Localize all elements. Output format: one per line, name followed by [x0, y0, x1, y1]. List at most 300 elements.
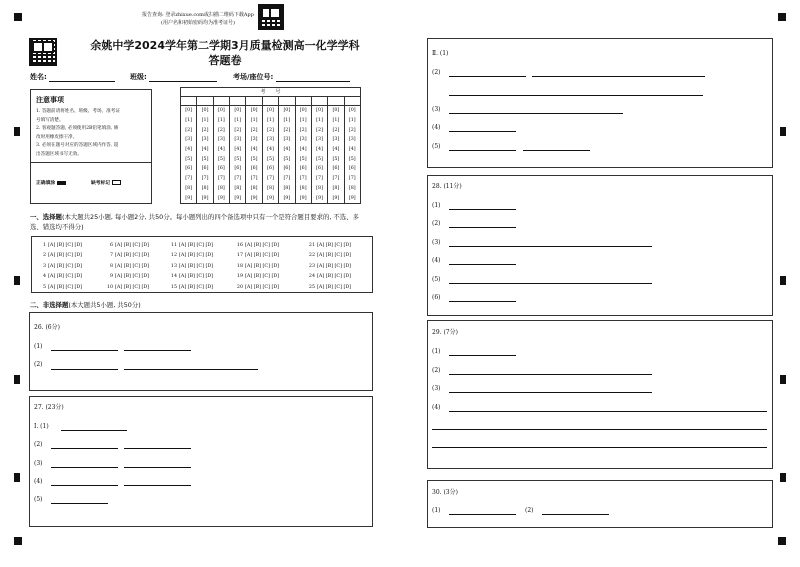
- mc-options[interactable]: [A] [B] [C] [D]: [245, 263, 280, 269]
- q30-box: [427, 480, 773, 528]
- q26-part2-label: (2): [34, 361, 43, 368]
- report-notice: [118, 11, 278, 27]
- missing-mark-label: 缺考标记: [91, 181, 111, 186]
- q30-title: 30. (3分): [432, 489, 458, 496]
- notes-item: 2. 客观题答题, 必须使用2B铅笔填涂, 修改时用橡皮擦干净。: [36, 126, 119, 140]
- class-info: [130, 72, 217, 82]
- exam-number-bubble[interactable]: [0]: [283, 108, 291, 114]
- mc-question-row[interactable]: [38, 283, 82, 293]
- mc-question-number: 13: [170, 263, 177, 269]
- seat-field[interactable]: [276, 75, 350, 82]
- q28-box: [427, 175, 773, 316]
- exam-number-bubble[interactable]: [3]: [250, 137, 258, 143]
- q27-part1-label: Ⅰ. (1): [34, 423, 49, 430]
- exam-number-bubble[interactable]: [8]: [267, 185, 274, 191]
- exam-number-bubble[interactable]: [3]: [218, 137, 225, 143]
- q29-part1-label: (1): [432, 348, 441, 355]
- q28-part2-answer[interactable]: [449, 227, 516, 228]
- exam-number-column: [263, 106, 279, 203]
- exam-number-bubble[interactable]: [1]: [234, 118, 242, 124]
- q27-title: 27. (23分): [34, 404, 64, 411]
- exam-number-bubble[interactable]: [4]: [299, 147, 307, 153]
- exam-number-digit-box[interactable]: [296, 97, 312, 105]
- q29-part4-answer[interactable]: [432, 447, 767, 448]
- q27-ii-part2-answer[interactable]: [449, 95, 703, 96]
- exam-number-bubble[interactable]: [1]: [332, 118, 340, 124]
- mc-options[interactable]: [A] [B] [C] [D]: [245, 253, 280, 259]
- timing-mark: [14, 375, 20, 384]
- exam-number-digit-box[interactable]: [230, 97, 246, 105]
- timing-mark: [14, 276, 20, 285]
- timing-mark: [780, 375, 786, 384]
- mc-question-row[interactable]: [105, 272, 149, 282]
- qr-code-icon: [258, 4, 284, 30]
- section1-heading: [30, 212, 370, 232]
- exam-number-bubble[interactable]: [8]: [316, 185, 323, 191]
- exam-number-bubble[interactable]: [0]: [250, 108, 258, 114]
- exam-number-bubble[interactable]: [9]: [201, 195, 209, 201]
- q29-part4-answer[interactable]: [449, 411, 767, 412]
- q29-title: 29. (7分): [432, 329, 458, 336]
- exam-number-bubble[interactable]: [8]: [234, 185, 242, 191]
- exam-number-bubble[interactable]: [2]: [332, 127, 340, 133]
- mc-options[interactable]: [A] [B] [C] [D]: [317, 253, 352, 259]
- exam-number-bubble[interactable]: [7]: [201, 176, 209, 182]
- exam-number-bubble[interactable]: [6]: [332, 166, 340, 172]
- exam-number-bubble[interactable]: [5]: [299, 156, 307, 162]
- q29-part4-answer[interactable]: [432, 429, 767, 430]
- q27-part3-answer[interactable]: [124, 467, 191, 468]
- mc-options[interactable]: [A] [B] [C] [D]: [179, 243, 214, 248]
- mc-question-row[interactable]: [38, 262, 82, 272]
- exam-number-bubble[interactable]: [4]: [201, 147, 209, 153]
- mc-question-number: 6: [109, 243, 113, 248]
- q28-part5-answer[interactable]: [449, 283, 652, 284]
- mc-options[interactable]: [A] [B] [C] [D]: [48, 253, 83, 259]
- exam-number-bubble[interactable]: [0]: [332, 108, 340, 114]
- mc-options[interactable]: [A] [B] [C] [D]: [317, 274, 352, 280]
- q28-title: 28. (11分): [432, 183, 462, 190]
- q27-part5-answer[interactable]: [51, 503, 108, 504]
- exam-number-bubble[interactable]: [4]: [316, 147, 323, 153]
- exam-number-digit-box[interactable]: [181, 97, 197, 105]
- page-title: [90, 38, 360, 68]
- exam-number-bubble[interactable]: [8]: [218, 185, 225, 191]
- class-label: 班级:: [130, 73, 147, 81]
- timing-mark: [780, 127, 786, 136]
- exam-number-bubble[interactable]: [2]: [348, 127, 356, 133]
- exam-number-bubble[interactable]: [1]: [283, 118, 291, 124]
- exam-number-bubble[interactable]: [7]: [283, 176, 291, 182]
- exam-number-bubble[interactable]: [7]: [332, 176, 340, 182]
- exam-number-bubble[interactable]: [4]: [332, 147, 340, 153]
- exam-number-bubble[interactable]: [3]: [201, 137, 209, 143]
- section2-desc: (本大题共5小题, 共50分): [68, 301, 141, 309]
- exam-number-write-row: [181, 97, 360, 106]
- exam-number-digit-box[interactable]: [345, 97, 360, 105]
- q27-part4-label: (4): [34, 478, 43, 485]
- mc-question-row[interactable]: [169, 272, 213, 282]
- exam-number-bubble[interactable]: [6]: [267, 166, 274, 172]
- mc-options[interactable]: [A] [B] [C] [D]: [48, 284, 83, 290]
- exam-number-bubble[interactable]: [7]: [234, 176, 242, 182]
- exam-number-bubble[interactable]: [3]: [299, 137, 307, 143]
- q30-part1-answer[interactable]: [449, 514, 516, 515]
- mc-options[interactable]: [A] [B] [C] [D]: [115, 263, 150, 269]
- exam-number-bubble[interactable]: [0]: [185, 108, 193, 114]
- q26-box: [29, 312, 373, 391]
- exam-number-bubble[interactable]: [9]: [250, 195, 258, 201]
- mc-question-number: 11: [170, 243, 177, 248]
- mc-options[interactable]: [A] [B] [C] [D]: [115, 253, 150, 259]
- mc-question-number: 5: [42, 284, 46, 290]
- exam-number-bubble[interactable]: [4]: [218, 147, 225, 153]
- mc-question-number: 10: [106, 284, 113, 290]
- missing-mark-box[interactable]: [112, 180, 121, 185]
- mc-question-row[interactable]: [105, 283, 149, 293]
- q29-part3-answer[interactable]: [449, 392, 652, 393]
- exam-number-digit-box[interactable]: [263, 97, 279, 105]
- q26-part1-answer[interactable]: [124, 350, 191, 351]
- exam-number-bubble[interactable]: [0]: [348, 108, 356, 114]
- exam-number-bubble[interactable]: [5]: [218, 156, 225, 162]
- exam-number-bubble[interactable]: [6]: [234, 166, 242, 172]
- exam-number-bubble[interactable]: [7]: [218, 176, 225, 182]
- qr-code-icon: [29, 38, 57, 66]
- exam-number-bubble[interactable]: [8]: [201, 185, 209, 191]
- mc-question-number: 9: [109, 274, 113, 280]
- exam-number-column: [328, 106, 344, 203]
- exam-number-bubble[interactable]: [4]: [250, 147, 258, 153]
- exam-number-bubble[interactable]: [5]: [283, 156, 291, 162]
- exam-number-digit-box[interactable]: [214, 97, 230, 105]
- exam-number-bubble[interactable]: [2]: [299, 127, 307, 133]
- exam-number-bubble[interactable]: [9]: [234, 195, 242, 201]
- mc-options[interactable]: [A] [B] [C] [D]: [48, 243, 83, 248]
- report-notice-line1: 报告查询: 登录zhixue.com或扫描二维码下载App: [142, 12, 254, 18]
- q26-part2-answer[interactable]: [124, 369, 258, 370]
- exam-number-bubble[interactable]: [6]: [218, 166, 225, 172]
- exam-number-bubble[interactable]: [8]: [332, 185, 340, 191]
- mc-options[interactable]: [A] [B] [C] [D]: [48, 263, 83, 269]
- exam-number-bubble[interactable]: [9]: [267, 195, 274, 201]
- timing-mark: [780, 276, 786, 285]
- q30-part2-answer[interactable]: [542, 514, 609, 515]
- q27-ii-part5-answer[interactable]: [523, 150, 590, 151]
- exam-number-bubble[interactable]: [7]: [348, 176, 356, 182]
- mc-question-number: 21: [308, 243, 315, 248]
- mc-options[interactable]: [A] [B] [C] [D]: [245, 274, 280, 280]
- exam-number-bubble[interactable]: [1]: [348, 118, 356, 124]
- exam-number-bubble[interactable]: [1]: [267, 118, 274, 124]
- mc-question-number: 4: [42, 274, 46, 280]
- mc-question-row[interactable]: [235, 272, 279, 282]
- exam-number-bubble[interactable]: [6]: [250, 166, 258, 172]
- exam-number-bubble[interactable]: [9]: [299, 195, 307, 201]
- exam-number-bubble[interactable]: [8]: [283, 185, 291, 191]
- exam-number-bubble[interactable]: [5]: [267, 156, 274, 162]
- exam-number-grid: [180, 87, 361, 204]
- section1-desc: (本大题共25小题, 每小题2分, 共50分。每小题列出的四个备选项中只有一个是符合题目要求的, 不选、多选、错选均不得分): [30, 213, 359, 231]
- mc-options[interactable]: [A] [B] [C] [D]: [179, 274, 214, 280]
- q27-part1-answer[interactable]: [61, 430, 127, 431]
- exam-number-bubble[interactable]: [6]: [283, 166, 291, 172]
- q26-part2-answer[interactable]: [51, 369, 118, 370]
- mc-options[interactable]: [A] [B] [C] [D]: [245, 243, 280, 248]
- exam-number-bubble[interactable]: [2]: [201, 127, 209, 133]
- mc-options[interactable]: [A] [B] [C] [D]: [179, 253, 214, 259]
- q27-ii-part3-answer[interactable]: [449, 113, 623, 114]
- exam-number-bubble[interactable]: [5]: [234, 156, 242, 162]
- exam-number-column: [246, 106, 262, 203]
- mc-question-row[interactable]: [307, 241, 351, 251]
- q26-part1-label: (1): [34, 343, 43, 350]
- exam-number-bubble[interactable]: [1]: [201, 118, 209, 124]
- name-label: 姓名:: [30, 73, 47, 81]
- section1-title: 一、选择题: [30, 213, 62, 221]
- exam-number-bubble[interactable]: [7]: [299, 176, 307, 182]
- exam-number-bubble[interactable]: [1]: [218, 118, 225, 124]
- exam-number-bubble[interactable]: [9]: [283, 195, 291, 201]
- q27-ii-part2-answer[interactable]: [532, 76, 705, 77]
- correct-fill-label: 正确填涂: [36, 181, 56, 186]
- exam-number-bubble[interactable]: [0]: [218, 108, 225, 114]
- q27-part4-answer[interactable]: [124, 485, 191, 486]
- mc-question-row[interactable]: [105, 251, 149, 261]
- notes-box: [30, 89, 152, 204]
- page-title-line2: 答题卷: [208, 54, 242, 67]
- exam-number-bubble[interactable]: [9]: [316, 195, 323, 201]
- q30-part2-label: (2): [525, 507, 534, 514]
- q27-part2-answer[interactable]: [51, 448, 118, 449]
- mc-column: [38, 241, 82, 293]
- seat-label: 考场/座位号:: [233, 73, 274, 81]
- exam-number-digit-box[interactable]: [279, 97, 295, 105]
- mc-column: [105, 241, 149, 293]
- exam-number-bubble[interactable]: [1]: [250, 118, 258, 124]
- exam-number-bubble[interactable]: [9]: [218, 195, 225, 201]
- mc-options[interactable]: [A] [B] [C] [D]: [317, 243, 352, 248]
- exam-number-bubble[interactable]: [2]: [185, 127, 193, 133]
- corner-mark: [14, 13, 22, 21]
- q29-part1-answer[interactable]: [449, 355, 516, 356]
- exam-number-bubble[interactable]: [4]: [185, 147, 193, 153]
- q29-part4-label: (4): [432, 404, 441, 411]
- q27-part2-box: [427, 38, 773, 168]
- q28-part4-label: (4): [432, 257, 441, 264]
- q28-part3-label: (3): [432, 239, 441, 246]
- q27-ii-part4-answer[interactable]: [449, 131, 516, 132]
- exam-number-bubble[interactable]: [2]: [283, 127, 291, 133]
- mc-options[interactable]: [A] [B] [C] [D]: [48, 274, 83, 280]
- mc-question-row[interactable]: [307, 283, 351, 293]
- q27-part3-answer[interactable]: [51, 467, 118, 468]
- notes-item: 3. 必须在题号对应的答题区域内作答, 超出答题区域书写无效。: [36, 143, 119, 157]
- mc-question-row[interactable]: [307, 272, 351, 282]
- mc-question-number: 20: [236, 284, 243, 290]
- mc-question-row[interactable]: [235, 283, 279, 293]
- exam-number-bubble[interactable]: [5]: [201, 156, 209, 162]
- name-field[interactable]: [49, 75, 115, 82]
- exam-number-bubble[interactable]: [2]: [250, 127, 258, 133]
- exam-number-bubble[interactable]: [3]: [185, 137, 193, 143]
- mc-question-number: 14: [170, 274, 177, 280]
- exam-number-bubble[interactable]: [6]: [185, 166, 193, 172]
- q27-ii-part5-label: (5): [432, 143, 441, 150]
- exam-number-bubble[interactable]: [9]: [332, 195, 340, 201]
- exam-number-bubble[interactable]: [4]: [234, 147, 242, 153]
- exam-number-bubble[interactable]: [0]: [234, 108, 242, 114]
- exam-number-bubble[interactable]: [3]: [267, 137, 274, 143]
- exam-number-column: [279, 106, 295, 203]
- timing-mark: [14, 473, 20, 482]
- exam-number-bubble[interactable]: [5]: [332, 156, 340, 162]
- q27-part4-answer[interactable]: [51, 485, 118, 486]
- mc-question-row[interactable]: [38, 241, 82, 251]
- mc-question-row[interactable]: [235, 241, 279, 251]
- exam-number-bubble[interactable]: [5]: [185, 156, 193, 162]
- exam-number-bubble[interactable]: [8]: [250, 185, 258, 191]
- exam-number-bubble[interactable]: [9]: [348, 195, 356, 201]
- exam-number-bubble[interactable]: [1]: [185, 118, 193, 124]
- mc-options[interactable]: [A] [B] [C] [D]: [245, 284, 280, 290]
- corner-mark: [778, 13, 786, 21]
- exam-number-digit-box[interactable]: [197, 97, 213, 105]
- q28-part6-answer[interactable]: [449, 301, 516, 302]
- mc-question-number: 1: [42, 243, 46, 248]
- exam-number-bubble[interactable]: [3]: [316, 137, 323, 143]
- mc-options[interactable]: [A] [B] [C] [D]: [115, 274, 150, 280]
- exam-number-bubble[interactable]: [2]: [218, 127, 225, 133]
- mc-question-row[interactable]: [235, 262, 279, 272]
- q28-part6-label: (6): [432, 294, 441, 301]
- mc-question-row[interactable]: [307, 262, 351, 272]
- exam-number-bubble[interactable]: [2]: [234, 127, 242, 133]
- q27-ii-part4-label: (4): [432, 124, 441, 131]
- exam-number-bubble[interactable]: [6]: [316, 166, 323, 172]
- exam-number-bubble[interactable]: [0]: [201, 108, 209, 114]
- exam-number-bubble[interactable]: [2]: [267, 127, 274, 133]
- exam-number-column: [345, 106, 360, 203]
- corner-mark: [14, 537, 22, 545]
- exam-number-bubble[interactable]: [3]: [283, 137, 291, 143]
- mc-question-row[interactable]: [38, 251, 82, 261]
- q29-box: [427, 320, 773, 469]
- exam-number-bubbles: [181, 106, 360, 203]
- exam-number-column: [197, 106, 213, 203]
- mc-question-number: 15: [170, 284, 177, 290]
- mc-question-number: 19: [236, 274, 243, 280]
- exam-number-bubble[interactable]: [5]: [250, 156, 258, 162]
- exam-number-bubble[interactable]: [8]: [299, 185, 307, 191]
- exam-number-bubble[interactable]: [0]: [316, 108, 323, 114]
- mc-question-row[interactable]: [169, 283, 213, 293]
- mc-options[interactable]: [A] [B] [C] [D]: [115, 243, 150, 248]
- q28-part4-answer[interactable]: [449, 264, 516, 265]
- exam-number-bubble[interactable]: [0]: [299, 108, 307, 114]
- exam-number-column: [230, 106, 246, 203]
- q27-ii-part5-answer[interactable]: [449, 150, 516, 151]
- exam-number-bubble[interactable]: [4]: [267, 147, 274, 153]
- exam-number-column: [214, 106, 230, 203]
- mc-question-number: 18: [236, 263, 243, 269]
- exam-number-bubble[interactable]: [5]: [316, 156, 323, 162]
- exam-number-bubble[interactable]: [7]: [250, 176, 258, 182]
- mc-question-row[interactable]: [169, 241, 213, 251]
- q28-part3-answer[interactable]: [449, 246, 652, 247]
- mc-options[interactable]: [A] [B] [C] [D]: [317, 284, 352, 290]
- student-info-row: [30, 72, 115, 82]
- mc-options[interactable]: [A] [B] [C] [D]: [179, 263, 214, 269]
- mc-question-number: 16: [236, 243, 243, 248]
- exam-number-bubble[interactable]: [4]: [283, 147, 291, 153]
- mc-question-number: 24: [308, 274, 315, 280]
- exam-number-bubble[interactable]: [3]: [332, 137, 340, 143]
- exam-number-bubble[interactable]: [9]: [185, 195, 193, 201]
- q26-title: 26. (6分): [34, 324, 60, 331]
- exam-number-bubble[interactable]: [5]: [348, 156, 356, 162]
- q27-ii-part1-label: Ⅱ. (1): [432, 50, 449, 57]
- mc-question-row[interactable]: [105, 262, 149, 272]
- q28-part5-label: (5): [432, 276, 441, 283]
- exam-number-digit-box[interactable]: [328, 97, 344, 105]
- notes-item: 1. 答题前请将姓名、班级、考场、准考证号填写清楚。: [36, 109, 120, 123]
- mc-column: [169, 241, 213, 293]
- mc-options[interactable]: [A] [B] [C] [D]: [115, 284, 150, 290]
- exam-number-bubble[interactable]: [0]: [267, 108, 274, 114]
- mc-options[interactable]: [A] [B] [C] [D]: [317, 263, 352, 269]
- mc-options[interactable]: [A] [B] [C] [D]: [179, 284, 214, 290]
- q29-part2-answer[interactable]: [449, 374, 652, 375]
- class-field[interactable]: [149, 75, 217, 82]
- q28-part1-answer[interactable]: [449, 209, 516, 210]
- correct-fill-legend: [36, 179, 66, 186]
- mc-question-row[interactable]: [169, 262, 213, 272]
- exam-number-digit-box[interactable]: [246, 97, 262, 105]
- mc-question-row[interactable]: [307, 251, 351, 261]
- exam-number-bubble[interactable]: [8]: [185, 185, 193, 191]
- report-notice-line2: (用户名和初始密码均为准考证号): [161, 20, 235, 26]
- exam-number-bubble[interactable]: [6]: [201, 166, 209, 172]
- q27-ii-part2-answer[interactable]: [449, 76, 526, 77]
- exam-number-bubble[interactable]: [8]: [348, 185, 356, 191]
- notes-divider: [31, 162, 151, 163]
- mc-question-row[interactable]: [38, 272, 82, 282]
- mc-question-row[interactable]: [169, 251, 213, 261]
- exam-number-bubble[interactable]: [3]: [234, 137, 242, 143]
- exam-number-bubble[interactable]: [4]: [348, 147, 356, 153]
- q26-part1-answer[interactable]: [51, 350, 118, 351]
- corner-mark: [778, 537, 786, 545]
- exam-number-bubble[interactable]: [2]: [316, 127, 323, 133]
- q27-part2-label: (2): [34, 441, 43, 448]
- exam-number-bubble[interactable]: [1]: [299, 118, 307, 124]
- section2-heading: [30, 300, 141, 310]
- exam-number-bubble[interactable]: [1]: [316, 118, 323, 124]
- exam-number-bubble[interactable]: [7]: [185, 176, 193, 182]
- exam-number-bubble[interactable]: [6]: [348, 166, 356, 172]
- exam-number-bubble[interactable]: [6]: [299, 166, 307, 172]
- section2-title: 二、非选择题: [30, 301, 69, 309]
- exam-number-bubble[interactable]: [7]: [267, 176, 274, 182]
- mc-question-row[interactable]: [105, 241, 149, 251]
- q27-box: [29, 396, 373, 527]
- q27-part2-answer[interactable]: [124, 448, 191, 449]
- exam-number-digit-box[interactable]: [312, 97, 328, 105]
- exam-number-bubble[interactable]: [7]: [316, 176, 323, 182]
- mc-question-row[interactable]: [235, 251, 279, 261]
- exam-number-bubble[interactable]: [3]: [348, 137, 356, 143]
